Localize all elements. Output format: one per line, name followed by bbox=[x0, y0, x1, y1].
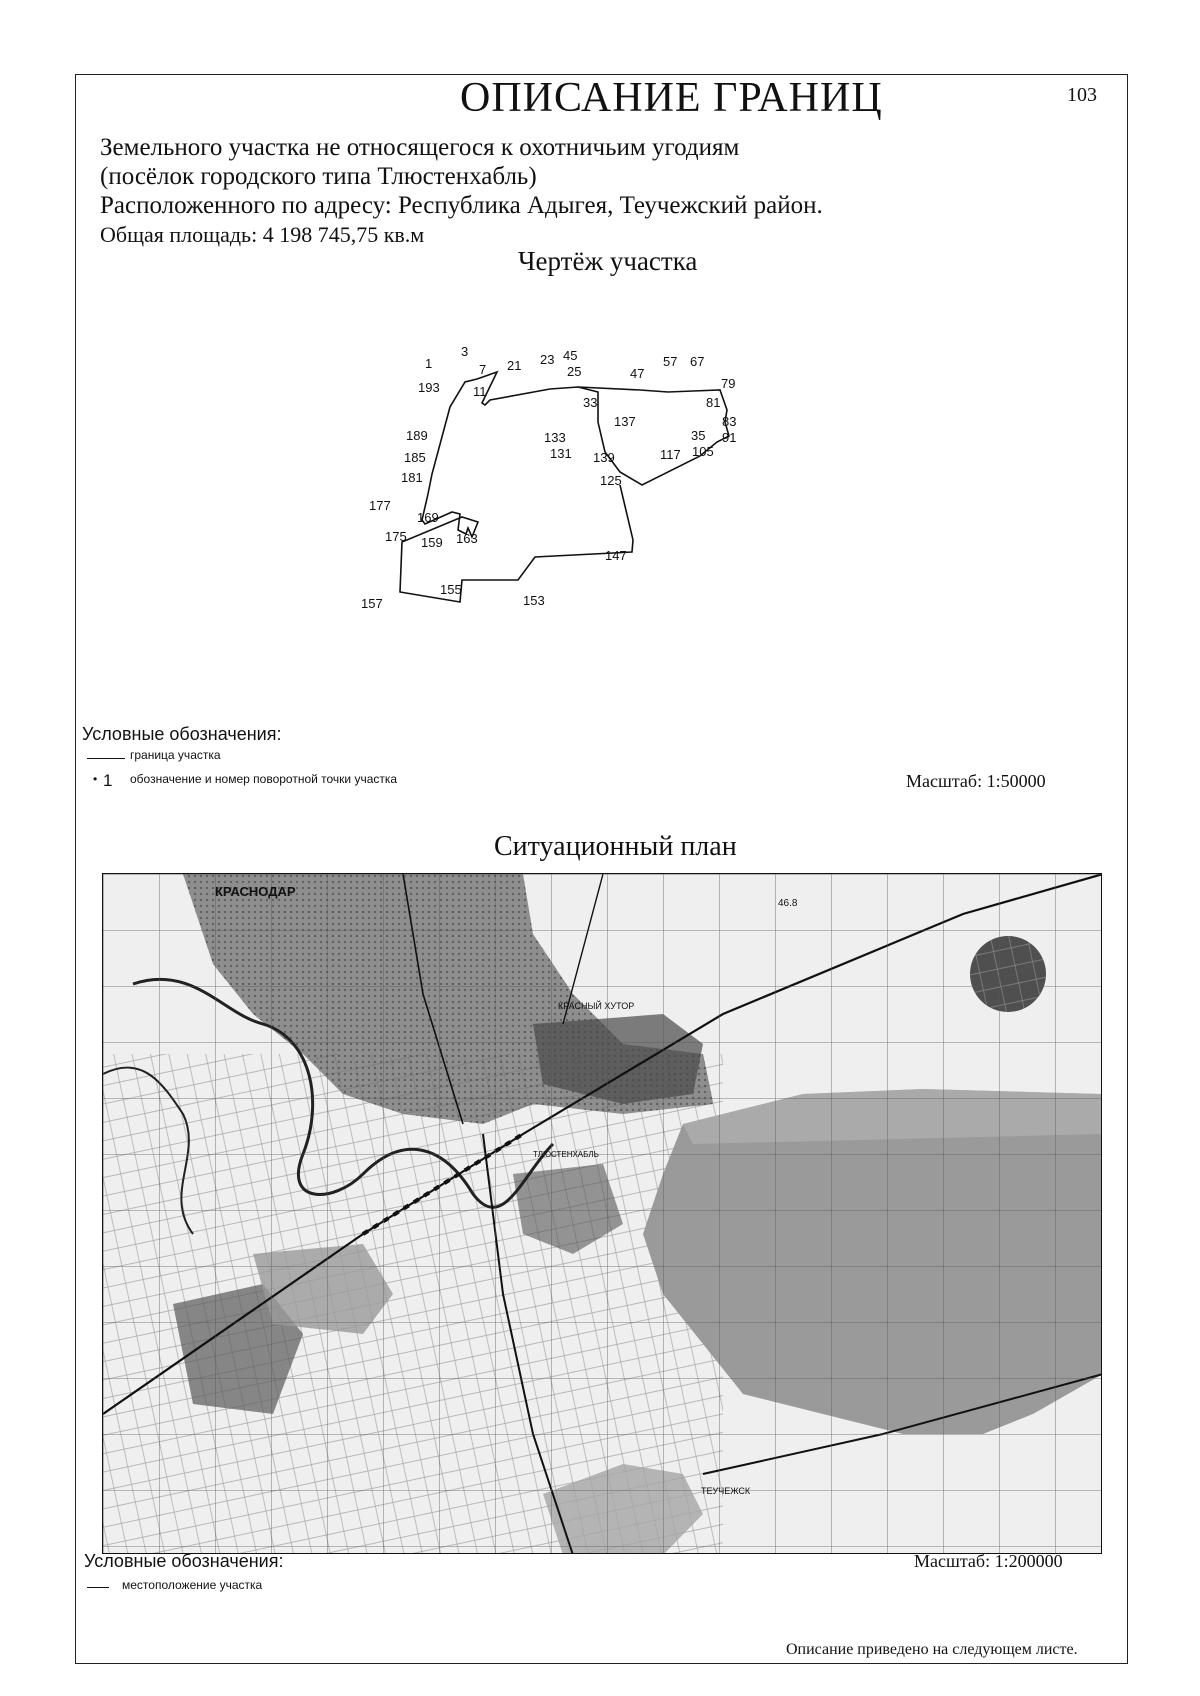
point-marker-icon: • bbox=[93, 772, 98, 786]
point-label: 175 bbox=[385, 529, 407, 544]
plan-legend-location: местоположение участка bbox=[122, 1578, 263, 1592]
point-label: 105 bbox=[692, 444, 714, 459]
boundary-line-symbol bbox=[87, 758, 125, 759]
parcel-boundary-drawing bbox=[361, 344, 830, 672]
point-label: 25 bbox=[567, 364, 582, 379]
point-label: 57 bbox=[663, 354, 678, 369]
map-label-elevation: 46.8 bbox=[778, 898, 798, 909]
point-label: 125 bbox=[600, 473, 622, 488]
point-label: 7 bbox=[479, 362, 487, 377]
address-line: Расположенного по адресу: Республика Адыгея, Теучежский район. bbox=[100, 192, 823, 219]
point-label: 189 bbox=[406, 428, 428, 443]
point-label: 91 bbox=[722, 430, 737, 445]
point-label: 177 bbox=[369, 498, 391, 513]
page-number: 103 bbox=[1067, 84, 1097, 106]
drawing-title: Чертёж участка bbox=[518, 246, 698, 276]
legend-point-text: обозначение и номер поворотной точки участка bbox=[130, 772, 398, 786]
point-label: 3 bbox=[461, 344, 469, 359]
map-label-teuchezhsk: ТЕУЧЕЖСК bbox=[701, 1486, 751, 1496]
plan-legend-title: Условные обозначения: bbox=[84, 1551, 284, 1571]
plan-scale: Масштаб: 1:200000 bbox=[914, 1551, 1063, 1571]
point-label: 45 bbox=[563, 348, 578, 363]
point-label: 23 bbox=[540, 352, 555, 367]
point-label: 153 bbox=[523, 593, 545, 608]
point-label: 81 bbox=[706, 395, 721, 410]
page-title: ОПИСАНИЕ ГРАНИЦ bbox=[460, 75, 883, 121]
point-label: 47 bbox=[630, 366, 645, 381]
legend-point-number: 1 bbox=[103, 771, 113, 790]
map-label-tlyustenkhabl: ТЛЮСТЕНХАБЛЬ bbox=[533, 1150, 599, 1159]
situation-plan-title: Ситуационный план bbox=[494, 831, 737, 862]
point-label: 139 bbox=[593, 450, 615, 465]
situation-map bbox=[102, 873, 1102, 1554]
point-label: 181 bbox=[401, 470, 423, 485]
point-label: 11 bbox=[473, 384, 487, 399]
point-label: 157 bbox=[361, 596, 383, 611]
point-label: 79 bbox=[721, 376, 736, 391]
point-label: 193 bbox=[418, 380, 440, 395]
legend-boundary-text: граница участка bbox=[130, 748, 221, 762]
point-label: 1 bbox=[425, 356, 433, 371]
legend-title: Условные обозначения: bbox=[82, 724, 282, 744]
point-label: 137 bbox=[614, 414, 636, 429]
point-label: 163 bbox=[456, 531, 478, 546]
point-label: 185 bbox=[404, 450, 426, 465]
total-area: Общая площадь: 4 198 745,75 кв.м bbox=[100, 222, 425, 247]
point-label: 159 bbox=[421, 535, 443, 550]
point-label: 33 bbox=[583, 395, 598, 410]
point-label: 133 bbox=[544, 430, 566, 445]
point-label: 83 bbox=[722, 414, 737, 429]
point-label: 21 bbox=[507, 358, 522, 373]
point-label: 117 bbox=[660, 447, 681, 462]
drawing-scale: Масштаб: 1:50000 bbox=[906, 771, 1046, 791]
point-label: 131 bbox=[550, 446, 572, 461]
situation-map-graphic bbox=[103, 874, 1102, 1554]
parcel-boundary-line bbox=[400, 372, 729, 602]
point-label: 35 bbox=[691, 428, 706, 443]
point-label: 147 bbox=[605, 548, 627, 563]
footer-note: Описание приведено на следующем листе. bbox=[786, 1641, 1078, 1658]
description-line-1: Земельного участка не относящегося к охотничьим угодиям bbox=[100, 134, 740, 161]
map-label-krasny-khutor: КРАСНЫЙ ХУТОР bbox=[558, 1001, 635, 1011]
point-label: 155 bbox=[440, 582, 462, 597]
description-line-2: (посёлок городского типа Тлюстенхабль) bbox=[100, 163, 537, 190]
point-label: 67 bbox=[690, 354, 705, 369]
map-label-krasnodar: КРАСНОДАР bbox=[215, 884, 296, 899]
location-line-symbol bbox=[87, 1587, 109, 1588]
point-label: 169 bbox=[417, 510, 439, 525]
